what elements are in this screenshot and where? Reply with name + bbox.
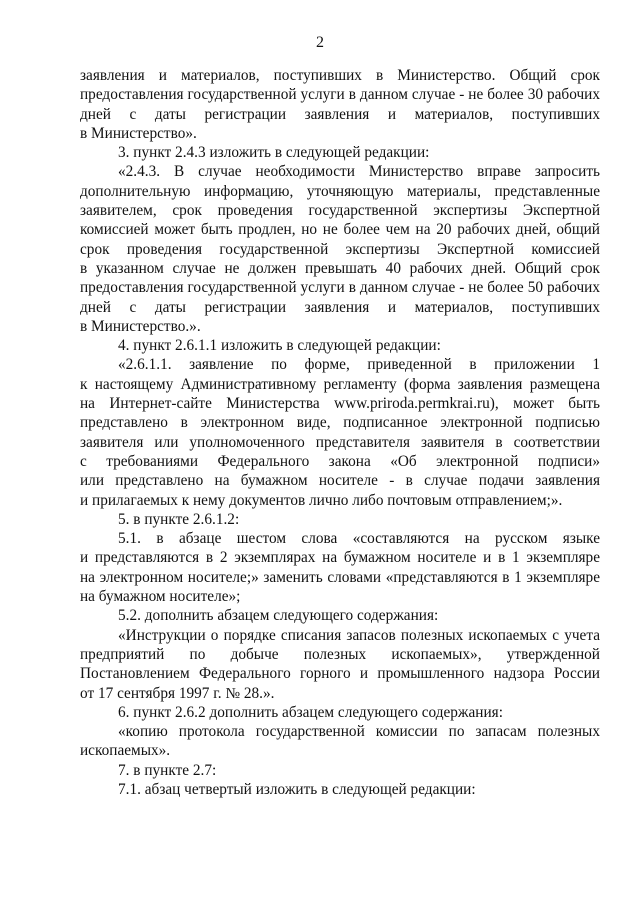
text-line: «2.4.3. В случае необходимости Министерство вправе запросить [118,163,600,181]
text-line: в Министерство.». [80,317,201,335]
text-line: 5.1. в абзаце шестом слова «составляются на русском языке [118,530,600,548]
text-line: дней с даты регистрации заявления и материалов, поступивших [80,105,600,123]
text-line: и представляются в 2 экземплярах на бумажном носителе и в 1 экземпляре [80,549,600,567]
text-line: в Министерство». [80,124,197,142]
text-line: заявителем, срок проведения государственной экспертизы Экспертной [80,202,600,220]
text-line: дней с даты регистрации заявления и материалов, поступивших [80,298,600,316]
text-line: в указанном случае не должен превышать 40 рабочих дней. Общий срок [80,259,600,277]
text-line: с требованиями Федерального закона «Об электронной подписи» [80,452,600,470]
text-line: на электронном носителе;» заменить словами «представляются в 1 экземпляре [80,568,600,586]
text-line: заявителя или уполномоченного представителя заявителя в соответствии [80,433,600,451]
text-line: «Инструкции о порядке списания запасов полезных ископаемых с учета [118,626,600,644]
text-line: 6. пункт 2.6.2 дополнить абзацем следующего содержания: [118,703,503,721]
text-line: заявления и материалов, поступивших в Министерство. Общий срок [80,67,600,84]
document-body [80,66,600,799]
text-line: 7.1. абзац четвертый изложить в следующей редакции: [118,780,476,798]
text-line: представлено в электронном виде, подписанное электронной подписью [80,414,600,432]
text-line: к настоящему Административному регламенту (форма заявления размещена [80,375,600,393]
text-line: «копию протокола государственной комиссии по запасам полезных [118,723,600,741]
text-line: «2.6.1.1. заявление по форме, приведенной в приложении 1 [118,356,600,374]
text-line: или представлено на бумажном носителе - в случае подачи заявления [80,472,600,490]
text-line: срок проведения государственной экспертизы Экспертной комиссией [80,240,600,258]
text-line: 4. пункт 2.6.1.1 изложить в следующей редакции: [118,337,441,355]
text-line: на Интернет-сайте Министерства www.priroda.permkrai.ru), может быть [80,395,600,413]
text-line: Постановлением Федерального горного и промышленного надзора России [80,665,600,683]
text-line: предоставления государственной услуги в данном случае - не более 50 рабочих [80,279,600,297]
page-number: 2 [316,34,324,51]
text-line: 7. в пункте 2.7: [118,761,217,779]
text-line: предприятий по добыче полезных ископаемых», утвержденной [80,645,600,663]
text-line: комиссией может быть продлен, но не более чем на 20 рабочих дней, общий [80,221,600,239]
text-line: дополнительную информацию, уточняющую материалы, представленные [80,182,600,200]
text-line: предоставления государственной услуги в данном случае - не более 30 рабочих [80,86,600,104]
text-line: от 17 сентября 1997 г. № 28.». [80,684,275,702]
text-line: 3. пункт 2.4.3 изложить в следующей редакции: [118,144,430,162]
text-line: и прилагаемых к нему документов лично либо почтовым отправлением;». [80,491,563,509]
text-line: 5.2. дополнить абзацем следующего содержания: [118,607,439,625]
text-line: 5. в пункте 2.6.1.2: [118,510,240,528]
text-line: ископаемых». [80,742,171,760]
text-line: на бумажном носителе»; [80,588,241,606]
